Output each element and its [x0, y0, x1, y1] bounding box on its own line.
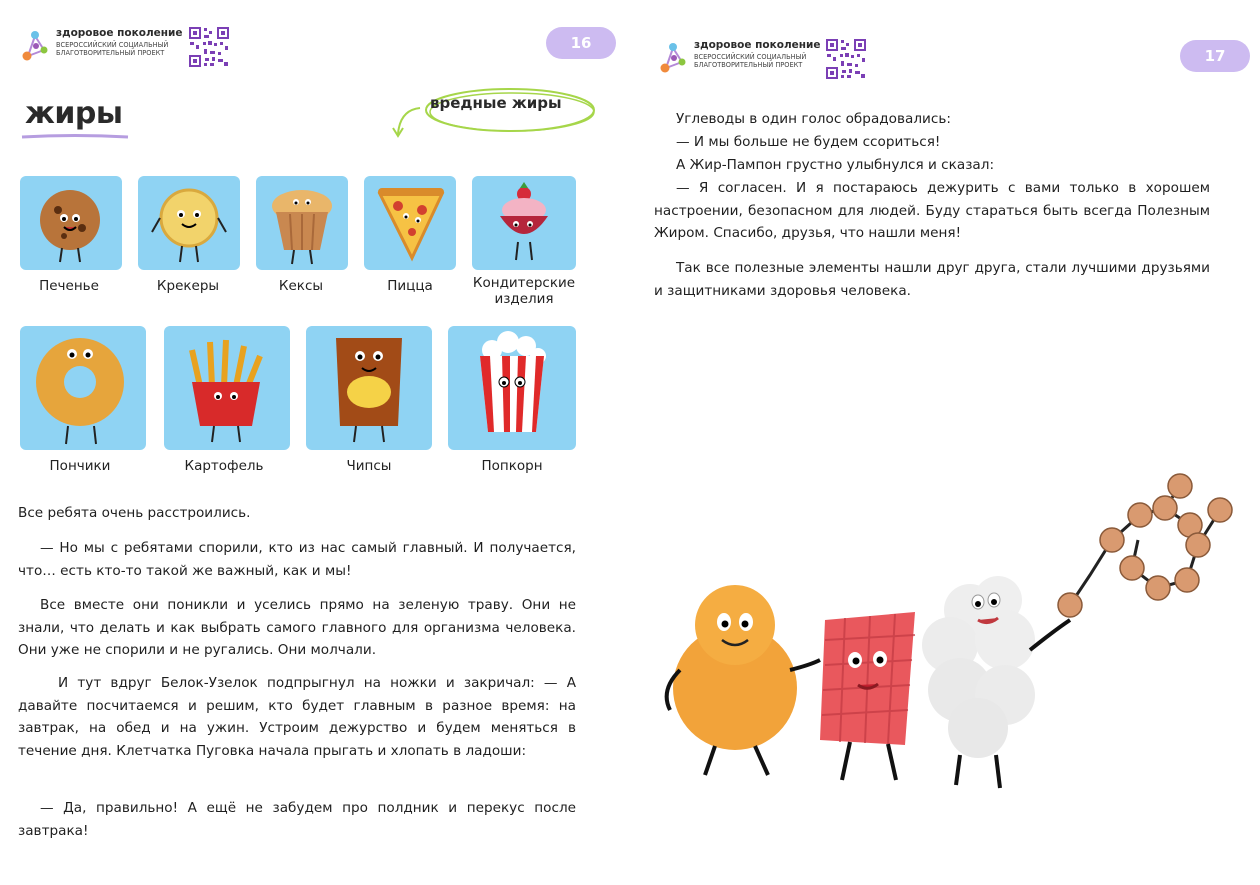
- brand-logo-icon: [658, 40, 688, 76]
- story-paragraph: Все ребята очень расстроились.: [18, 505, 251, 521]
- qr-code-icon[interactable]: [825, 38, 867, 80]
- brand-logo-icon: [20, 28, 50, 64]
- food-label: Кексы: [278, 278, 324, 294]
- brand-subtitle: ВСЕРОССИЙСКИЙ СОЦИАЛЬНЫЙ БЛАГОТВОРИТЕЛЬНЫЙ ПРОЕКТ: [694, 52, 807, 69]
- brand-name: здоровое поколение: [694, 39, 821, 51]
- story-paragraph: И тут вдруг Белок-Узелок подпрыгнул на ножки и закричал: — А давайте посчитаемся и решим, кто будет главным в разное время: на завтрак, на обед и на ужин. Устроим дежурство и будем меняться в течение дня. Клетчатка Пуговка начала прыгать и хлопать в ладоши:: [18, 675, 576, 759]
- harmful-fats-badge: [390, 86, 600, 146]
- page-number: 17: [1180, 40, 1250, 72]
- story-paragraph: — Да, правильно! А ещё не забудем про полдник и перекус после завтрака!: [18, 800, 576, 839]
- story-line: Так все полезные элементы нашли друг друга, стали лучшими друзьями и защитниками здоровья человека.: [654, 260, 1210, 299]
- food-label: Печенье: [39, 278, 99, 294]
- characters-illustration: [660, 470, 1250, 810]
- donut-icon: [20, 326, 146, 450]
- food-label: Пицца: [387, 278, 433, 294]
- brand-name: здоровое поколение: [56, 27, 183, 39]
- cracker-icon: [138, 176, 240, 270]
- page-number: 16: [546, 27, 616, 59]
- title-underline-decoration: [20, 134, 130, 140]
- molecule-atoms-icon: [1058, 474, 1232, 617]
- cookie-icon: [20, 176, 122, 270]
- food-label: Картофель: [184, 458, 264, 474]
- story-paragraph: — Но мы с ребятами спорили, кто из нас самый главный. И получается, что… есть кто-то такой же важный, как и мы!: [18, 540, 576, 579]
- story-line: — Я согласен. И я постараюсь дежурить с вами только в хорошем настроении, безопасном для людей. Буду стараться быть всегда Полезным Жиром. Спасибо, друзья, что нашли меня!: [654, 180, 1210, 241]
- food-label: Чипсы: [346, 458, 392, 474]
- orange-character-icon: [667, 585, 820, 775]
- chips-bag-icon: [306, 326, 432, 450]
- food-label: Кондитерские изделия: [472, 275, 576, 308]
- page-title: жиры: [25, 96, 123, 131]
- story-line: А Жир-Пампон грустно улыбнулся и сказал:: [676, 157, 995, 173]
- brand-subtitle: ВСЕРОССИЙСКИЙ СОЦИАЛЬНЫЙ БЛАГОТВОРИТЕЛЬНЫЙ ПРОЕКТ: [56, 40, 169, 57]
- right-page: [630, 0, 1260, 885]
- brand-header: [658, 40, 821, 76]
- food-label: Попкорн: [481, 458, 543, 474]
- story-line: Углеводы в один голос обрадовались:: [676, 111, 951, 127]
- brand-header: [20, 28, 183, 64]
- muffin-icon: [256, 176, 348, 270]
- checkered-character-icon: [820, 612, 915, 780]
- story-paragraph: Все вместе они поникли и уселись прямо на зеленую траву. Они не знали, что делать и как выбрать самого главного для организма человека. Они уже не спорили и не ругались. Они молчали.: [18, 597, 576, 658]
- badge-label: вредные жиры: [430, 94, 562, 112]
- fries-icon: [164, 326, 290, 450]
- cloud-character-icon: [922, 576, 1070, 788]
- food-label: Пончики: [49, 458, 111, 474]
- cupcake-icon: [472, 176, 576, 270]
- food-label: Крекеры: [156, 278, 220, 294]
- pizza-icon: [364, 176, 456, 270]
- qr-code-icon[interactable]: [188, 26, 230, 68]
- popcorn-icon: [448, 326, 576, 450]
- story-line: — И мы больше не будем ссориться!: [676, 134, 941, 150]
